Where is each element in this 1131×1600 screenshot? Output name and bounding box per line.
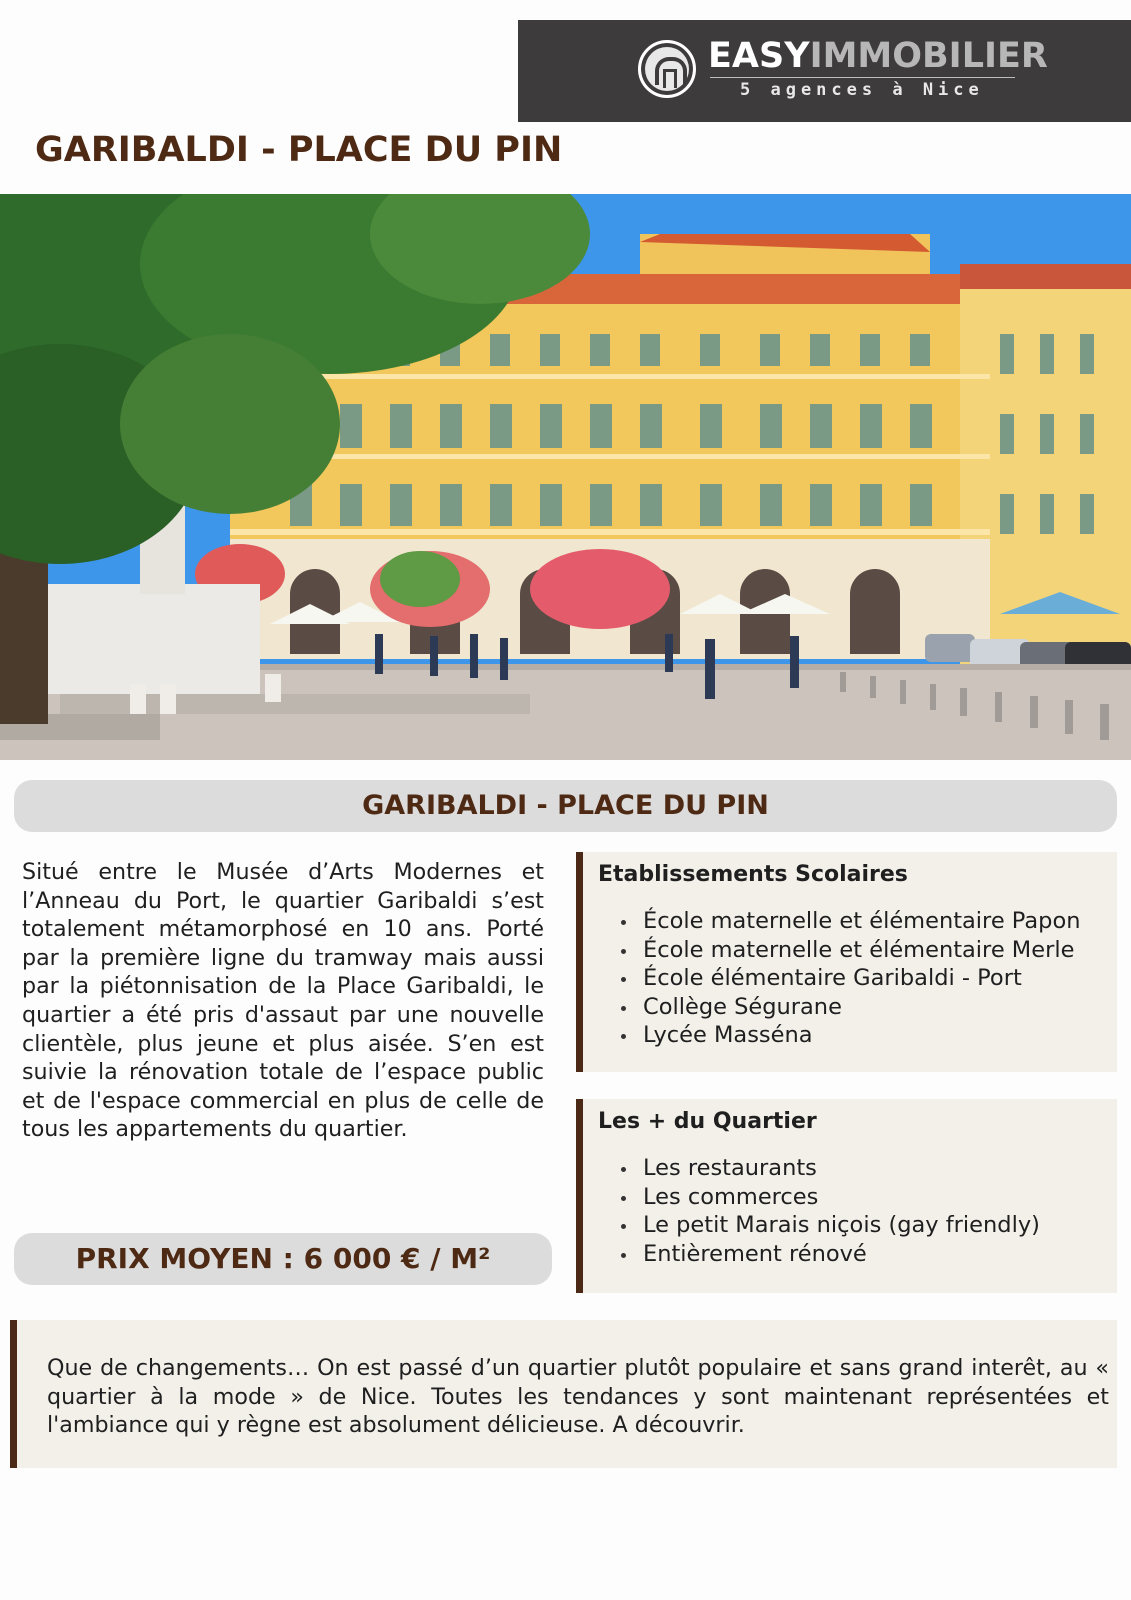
schools-box [576, 852, 1117, 1072]
schools-list [619, 907, 1080, 1050]
brand-logo-band [518, 20, 1131, 122]
logo-divider [710, 77, 1015, 78]
hero-photo [0, 194, 1131, 760]
brand-name-part1: EASY [708, 36, 810, 76]
place-garibaldi-illustration [0, 194, 1131, 760]
perks-title: Les + du Quartier [598, 1109, 817, 1134]
section-title-pill: GARIBALDI - PLACE DU PIN [14, 780, 1117, 832]
list-item: École élémentaire Garibaldi - Port [619, 964, 1080, 993]
house-logo-icon [638, 40, 696, 98]
conclusion-text: Que de changements… On est passé d’un quartier plutôt populaire et sans grand interêt, au « quartier à la mode » de Nice. Toutes les tendances y sont maintenant représentées et l'ambiance qui y règne est absolument délicieuse. A découvrir. [47, 1355, 1109, 1439]
perks-list [619, 1154, 1040, 1268]
list-item: Lycée Masséna [619, 1021, 1080, 1050]
list-item: École maternelle et élémentaire Merle [619, 936, 1080, 965]
average-price-pill: PRIX MOYEN : 6 000 € / M² [14, 1233, 552, 1285]
page-title: GARIBALDI - PLACE DU PIN [35, 130, 563, 170]
list-item: École maternelle et élémentaire Papon [619, 907, 1080, 936]
list-item: Collège Ségurane [619, 993, 1080, 1022]
neighborhood-description: Situé entre le Musée d’Arts Modernes et l’Anneau du Port, le quartier Garibaldi s’est totalement métamorphosé en 10 ans. Porté par la première ligne du tramway mais aussi par la piétonnisation de la Place Garibaldi, le quartier a été pris d'assaut par une nouvelle clientèle, plus jeune et plus aisée. S’en est suivie la rénovation totale de l’espace public et de l'espace commercial en plus de celle de tous les appartements du quartier. [22, 859, 544, 1143]
list-item: Les restaurants [619, 1154, 1040, 1183]
brand-tagline: 5 agences à Nice [740, 80, 984, 100]
conclusion-box [10, 1320, 1117, 1468]
list-item: Les commerces [619, 1183, 1040, 1212]
brand-name-part2: IMMOBILIER [809, 36, 1048, 76]
neighborhood-perks-box [576, 1099, 1117, 1293]
list-item: Entièrement rénové [619, 1240, 1040, 1269]
list-item: Le petit Marais niçois (gay friendly) [619, 1211, 1040, 1240]
schools-title: Etablissements Scolaires [598, 862, 908, 887]
brand-name [708, 36, 1048, 76]
